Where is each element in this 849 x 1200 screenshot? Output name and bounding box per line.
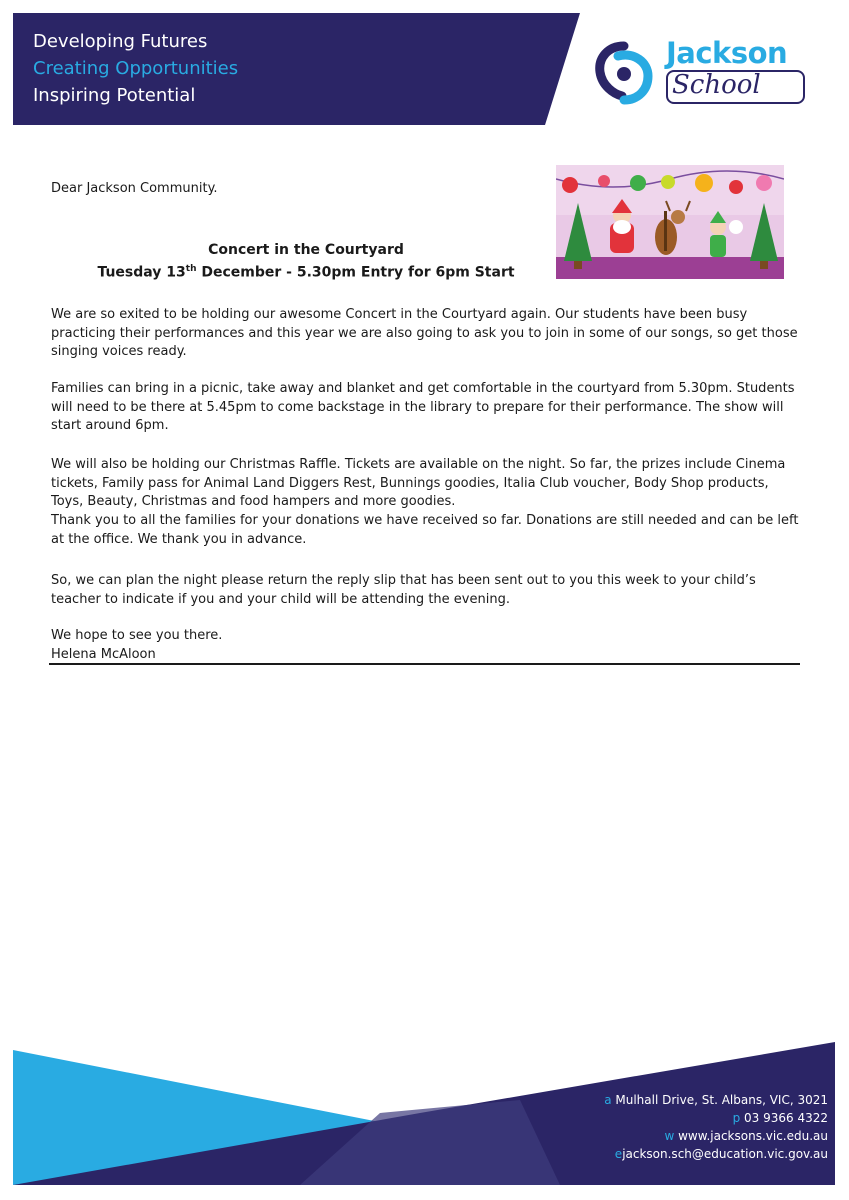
event-date-prefix: Tuesday 13 xyxy=(97,264,186,281)
tagline-inspiring-potential: Inspiring Potential xyxy=(33,85,196,106)
web-label: w xyxy=(664,1129,675,1143)
email-link[interactable]: jackson.sch@education.vic.gov.au xyxy=(622,1147,828,1161)
event-date-suffix: December - 5.30pm Entry for 6pm Start xyxy=(196,264,515,281)
event-date-time xyxy=(51,264,561,281)
email-label: e xyxy=(614,1147,623,1161)
closing-line: We hope to see you there. xyxy=(51,628,223,643)
letter-signoff xyxy=(51,627,799,664)
tagline-developing-futures: Developing Futures xyxy=(33,31,208,52)
footer-banner xyxy=(0,1040,849,1200)
signature-divider xyxy=(49,663,800,665)
phone-text: 03 9366 4322 xyxy=(744,1111,828,1125)
tagline-creating-opportunities: Creating Opportunities xyxy=(33,58,239,79)
paragraph-donations: Thank you to all the families for your donations we have received so far. Donations are still needed and can be left at the office. We thank you in advance. xyxy=(51,513,799,547)
paragraph-arrival: Families can bring in a picnic, take away and blanket and get comfortable in the courtyard from 5.30pm. Students will need to be there at 5.45pm to come backstage in the library to prepare for their performance. The show will start around 6pm. xyxy=(51,381,795,433)
letter-greeting: Dear Jackson Community. xyxy=(51,181,218,196)
paragraph-reply-slip: So, we can plan the night please return the reply slip that has been sent out to you this week to your child’s teacher to indicate if you and your child will be attending the evening. xyxy=(51,573,756,607)
footer-email xyxy=(615,1147,828,1161)
christmas-concert-illustration xyxy=(556,165,784,279)
event-title: Concert in the Courtyard xyxy=(208,242,404,258)
paragraph-intro: We are so exited to be holding our awesome Concert in the Courtyard again. Our students have been busy practicing their performances and this year we are also going to ask you to join in some of our songs, so get those singing voices ready. xyxy=(51,307,798,359)
address-text: Mulhall Drive, St. Albans, VIC, 3021 xyxy=(615,1093,828,1107)
event-date-ordinal: th xyxy=(185,264,197,274)
website-link[interactable]: www.jacksons.vic.edu.au xyxy=(678,1129,828,1143)
logo-wordmark-jackson: Jackson xyxy=(666,36,788,70)
footer-website xyxy=(664,1129,828,1143)
footer-address xyxy=(604,1093,828,1107)
school-logo-icon xyxy=(594,40,660,106)
paragraph-raffle: We will also be holding our Christmas Raffle. Tickets are available on the night. So far, the prizes include Cinema tickets, Family pass for Animal Land Diggers Rest, Bunnings goodies, Italia Club voucher, Body Shop products, Toys, Beauty, Christmas and food hampers and more goodies. xyxy=(51,457,786,509)
phone-label: p xyxy=(732,1111,741,1125)
logo-wordmark-school: School xyxy=(672,70,761,100)
signature-name: Helena McAloon xyxy=(51,646,156,662)
footer-phone xyxy=(733,1111,828,1125)
address-label: a xyxy=(604,1093,612,1107)
